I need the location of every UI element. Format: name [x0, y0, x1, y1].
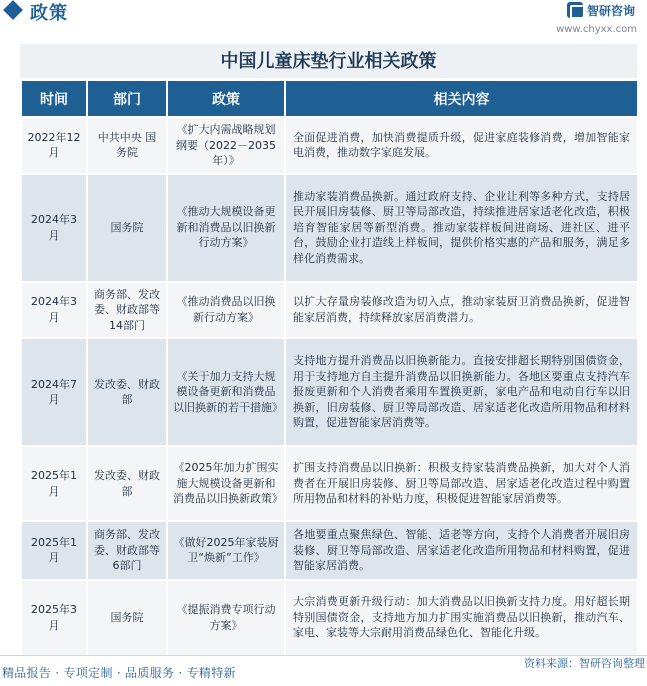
table-header-row	[21, 80, 638, 117]
row-content: 大宗消费更新升级行动：加大消费品以旧换新支持力度。用好超长期特别国债资金，支持地方加力扩围实施消费品以旧换新，推动汽车、家电、家装等大宗耐用消费品绿色化、智能化升级。	[285, 580, 638, 656]
column-header-policy: 政策	[167, 80, 285, 117]
row-content: 各地要重点聚焦绿色、智能、适老等方向，支持个人消费者开展旧房装修、厨卫等局部改造、居家适老化改造所用物品和材料购置，促进智能家居消费。	[285, 521, 638, 580]
row-date: 2025年3月	[21, 580, 87, 656]
table-row	[21, 338, 638, 446]
row-policy: 《提振消费专项行动方案》	[167, 580, 285, 656]
row-date: 2024年7月	[21, 338, 87, 446]
top-bar	[0, 0, 647, 22]
table-title: 中国儿童床垫行业相关政策	[20, 44, 637, 79]
row-policy: 《2025年加力扩围实施大规模设备更新和消费品以旧换新政策》	[167, 446, 285, 521]
brand-name: 智研咨询	[586, 3, 635, 18]
table-row	[21, 117, 638, 174]
table-row	[21, 521, 638, 580]
row-content: 全面促进消费，加快消费提质升级，促进家庭装修消费，增加智能家电消费，推动数字家庭发展。	[285, 117, 638, 174]
row-date: 2025年1月	[21, 446, 87, 521]
policy-table-panel	[20, 44, 637, 644]
row-content: 支持地方提升消费品以旧换新能力。直接安排超长期特别国债资金，用于支持地方自主提升消费品以旧换新能力。各地区要重点支持汽车报废更新和个人消费者乘用车置换更新，家电产品和电动自行车以旧换新，旧房装修、厨卫等局部改造、居家适老化改造所用物品和材料购置，促进智能家居消费等。	[285, 338, 638, 446]
table-row	[21, 580, 638, 656]
row-department: 国务院	[87, 174, 167, 282]
row-department: 商务部、发改委、财政部等6部门	[87, 521, 167, 580]
table-row	[21, 174, 638, 282]
policy-table	[20, 79, 639, 657]
section-title: 政策	[30, 3, 68, 24]
data-source: 资料来源：智研咨询整理	[524, 657, 645, 670]
row-policy: 《推动消费品以旧换新行动方案》	[167, 282, 285, 339]
row-department: 国务院	[87, 580, 167, 656]
site-url: www.chyxx.com	[556, 24, 637, 35]
row-date: 2024年3月	[21, 282, 87, 339]
table-row	[21, 282, 638, 339]
diamond-icon	[3, 0, 23, 20]
column-header-department: 部门	[87, 80, 167, 117]
row-content: 扩围支持消费品以旧换新：积极支持家装消费品换新，加大对个人消费者在开展旧房装修、厨卫等局部改造、居家适老化改造过程中购置所用物品和材料的补贴力度，积极促进智能家居消费等。	[285, 446, 638, 521]
footer-services: 精品报告 · 专项定制 · 品质服务 · 专精特新	[2, 666, 236, 680]
column-header-content: 相关内容	[285, 80, 638, 117]
row-department: 商务部、发改委、财政部等14部门	[87, 282, 167, 339]
row-date: 2024年3月	[21, 174, 87, 282]
row-date: 2022年12月	[21, 117, 87, 174]
brand-logo-icon	[567, 2, 583, 18]
row-policy: 《推动大规模设备更新和消费品以旧换新行动方案》	[167, 174, 285, 282]
brand-logo	[567, 2, 635, 18]
row-department: 发改委、财政部	[87, 446, 167, 521]
row-department: 中共中央 国务院	[87, 117, 167, 174]
row-date: 2025年1月	[21, 521, 87, 580]
column-header-date: 时间	[21, 80, 87, 117]
row-content: 推动家装消费品换新。通过政府支持、企业让利等多种方式，支持居民开展旧房装修、厨卫等局部改造，持续推进居家适老化改造，积极培育智能家居等新型消费。推动家装样板间进商场、进社区、进平台，鼓励企业打造线上样板间，提供价格实惠的产品和服务，满足多样化消费需求。	[285, 174, 638, 282]
row-policy: 《扩大内需战略规划纲要（2022－2035年）》	[167, 117, 285, 174]
row-department: 发改委、财政部	[87, 338, 167, 446]
table-row	[21, 446, 638, 521]
row-policy: 《关于加力支持大规模设备更新和消费品以旧换新的若干措施》	[167, 338, 285, 446]
row-content: 以扩大存量房装修改造为切入点，推动家装厨卫消费品换新，促进智能家居消费，持续释放家居消费潜力。	[285, 282, 638, 339]
row-policy: 《做好2025年家装厨卫“焕新”工作》	[167, 521, 285, 580]
